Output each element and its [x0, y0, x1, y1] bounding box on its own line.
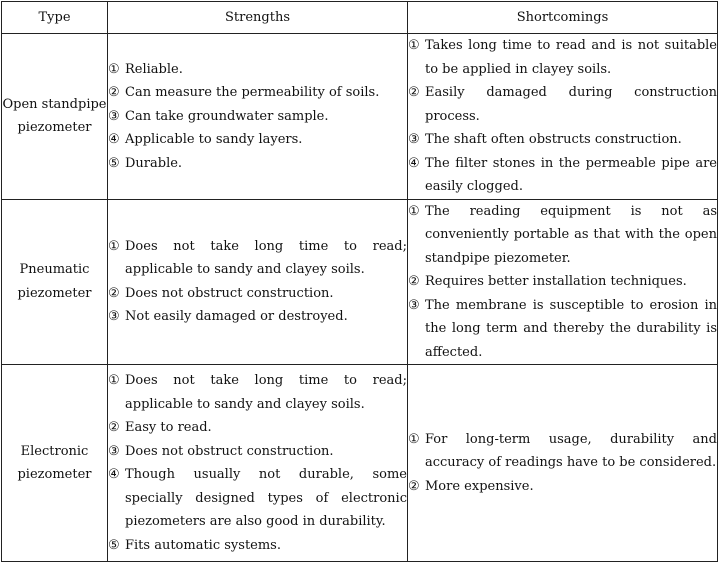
type-name-line: Open standpipe	[2, 96, 107, 112]
list-item	[108, 235, 407, 282]
item-number: ①	[408, 38, 420, 53]
list-item	[108, 416, 407, 440]
shortcomings-cell	[408, 34, 718, 200]
header-strengths: Strengths	[108, 2, 408, 34]
item-text: Does not take long time to read; applicable to sandy and clayey soils.	[125, 373, 407, 412]
type-name-line: piezometer	[17, 285, 92, 301]
item-text: Can measure the permeability of soils.	[125, 85, 380, 100]
strengths-cell	[108, 34, 408, 200]
item-text: Though usually not durable, some specially designed types of electronic piezometers are also good in durability.	[125, 467, 407, 529]
type-cell	[2, 365, 108, 562]
type-name-line: Pneumatic	[19, 262, 90, 278]
strengths-cell	[108, 365, 408, 562]
item-text: More expensive.	[425, 478, 534, 494]
list-item	[408, 81, 717, 128]
item-text: Easily damaged during construction process.	[425, 85, 717, 124]
header-type: Type	[2, 2, 108, 34]
item-number: ②	[108, 285, 120, 301]
item-text: Reliable.	[125, 61, 183, 77]
type-name-line: piezometer	[17, 467, 92, 482]
list-item	[408, 428, 717, 475]
item-number: ①	[408, 203, 420, 219]
item-text: Takes long time to read and is not suitable to be applied in clayey soils.	[425, 38, 717, 77]
item-number: ③	[408, 132, 420, 147]
type-name-line: Electronic	[20, 443, 89, 459]
list-item	[408, 128, 717, 152]
item-text: Does not take long time to read; applicable to sandy and clayey soils.	[125, 238, 407, 278]
piezometer-comparison-table	[1, 1, 718, 562]
item-number: ⑤	[108, 155, 120, 171]
list-item	[408, 475, 717, 499]
type-cell	[2, 34, 108, 200]
list-item	[408, 200, 717, 271]
item-number: ③	[408, 297, 420, 313]
item-text: The membrane is susceptible to erosion in the long term and thereby the durability is affected.	[425, 297, 717, 360]
item-number: ④	[108, 467, 120, 482]
item-text: The shaft often obstructs construction.	[425, 132, 682, 147]
list-item	[108, 105, 407, 129]
item-text: Applicable to sandy layers.	[125, 132, 303, 147]
table-row	[2, 34, 718, 200]
type-cell	[2, 199, 108, 365]
list-item	[408, 270, 717, 294]
list-item	[108, 440, 407, 464]
item-text: Durable.	[125, 155, 183, 171]
list-item	[408, 294, 717, 365]
item-text: Fits automatic systems.	[125, 537, 281, 553]
list-item	[108, 81, 407, 105]
list-item	[108, 369, 407, 416]
shortcomings-cell	[408, 199, 718, 365]
item-number: ②	[108, 420, 120, 435]
item-number: ④	[108, 132, 120, 147]
item-number: ③	[108, 309, 120, 325]
item-number: ⑤	[108, 537, 120, 553]
item-number: ②	[108, 85, 120, 100]
item-text: The filter stones in the permeable pipe are easily clogged.	[425, 155, 717, 194]
list-item	[108, 58, 407, 82]
item-number: ①	[408, 431, 420, 447]
item-number: ④	[408, 155, 420, 171]
item-text: Requires better installation techniques.	[425, 274, 687, 289]
type-name-line: piezometer	[17, 120, 92, 136]
item-number: ③	[108, 108, 120, 124]
item-text: Can take groundwater sample.	[125, 108, 329, 124]
strengths-cell	[108, 199, 408, 365]
item-text: The reading equipment is not as conveniently portable as that with the open standpipe piezometer.	[425, 203, 717, 266]
list-item	[108, 128, 407, 152]
item-number: ①	[108, 373, 120, 388]
list-item	[408, 34, 717, 81]
item-text: Does not obstruct construction.	[125, 443, 334, 459]
list-item	[408, 152, 717, 199]
list-item	[108, 534, 407, 558]
item-number: ②	[408, 85, 420, 100]
item-text: Easy to read.	[125, 420, 212, 435]
item-number: ①	[108, 61, 120, 77]
table-row	[2, 365, 718, 562]
item-text: Not easily damaged or destroyed.	[125, 309, 348, 325]
shortcomings-cell	[408, 365, 718, 562]
header-row	[2, 2, 718, 34]
list-item	[108, 305, 407, 329]
item-number: ②	[408, 274, 420, 289]
list-item	[108, 152, 407, 176]
header-shortcomings: Shortcomings	[408, 2, 718, 34]
table-row	[2, 199, 718, 365]
item-number: ①	[108, 238, 120, 254]
item-number: ②	[408, 478, 420, 494]
item-number: ③	[108, 443, 120, 459]
list-item	[108, 282, 407, 306]
item-text: Does not obstruct construction.	[125, 285, 334, 301]
list-item	[108, 463, 407, 534]
item-text: For long-term usage, durability and accuracy of readings have to be considered.	[425, 431, 717, 471]
